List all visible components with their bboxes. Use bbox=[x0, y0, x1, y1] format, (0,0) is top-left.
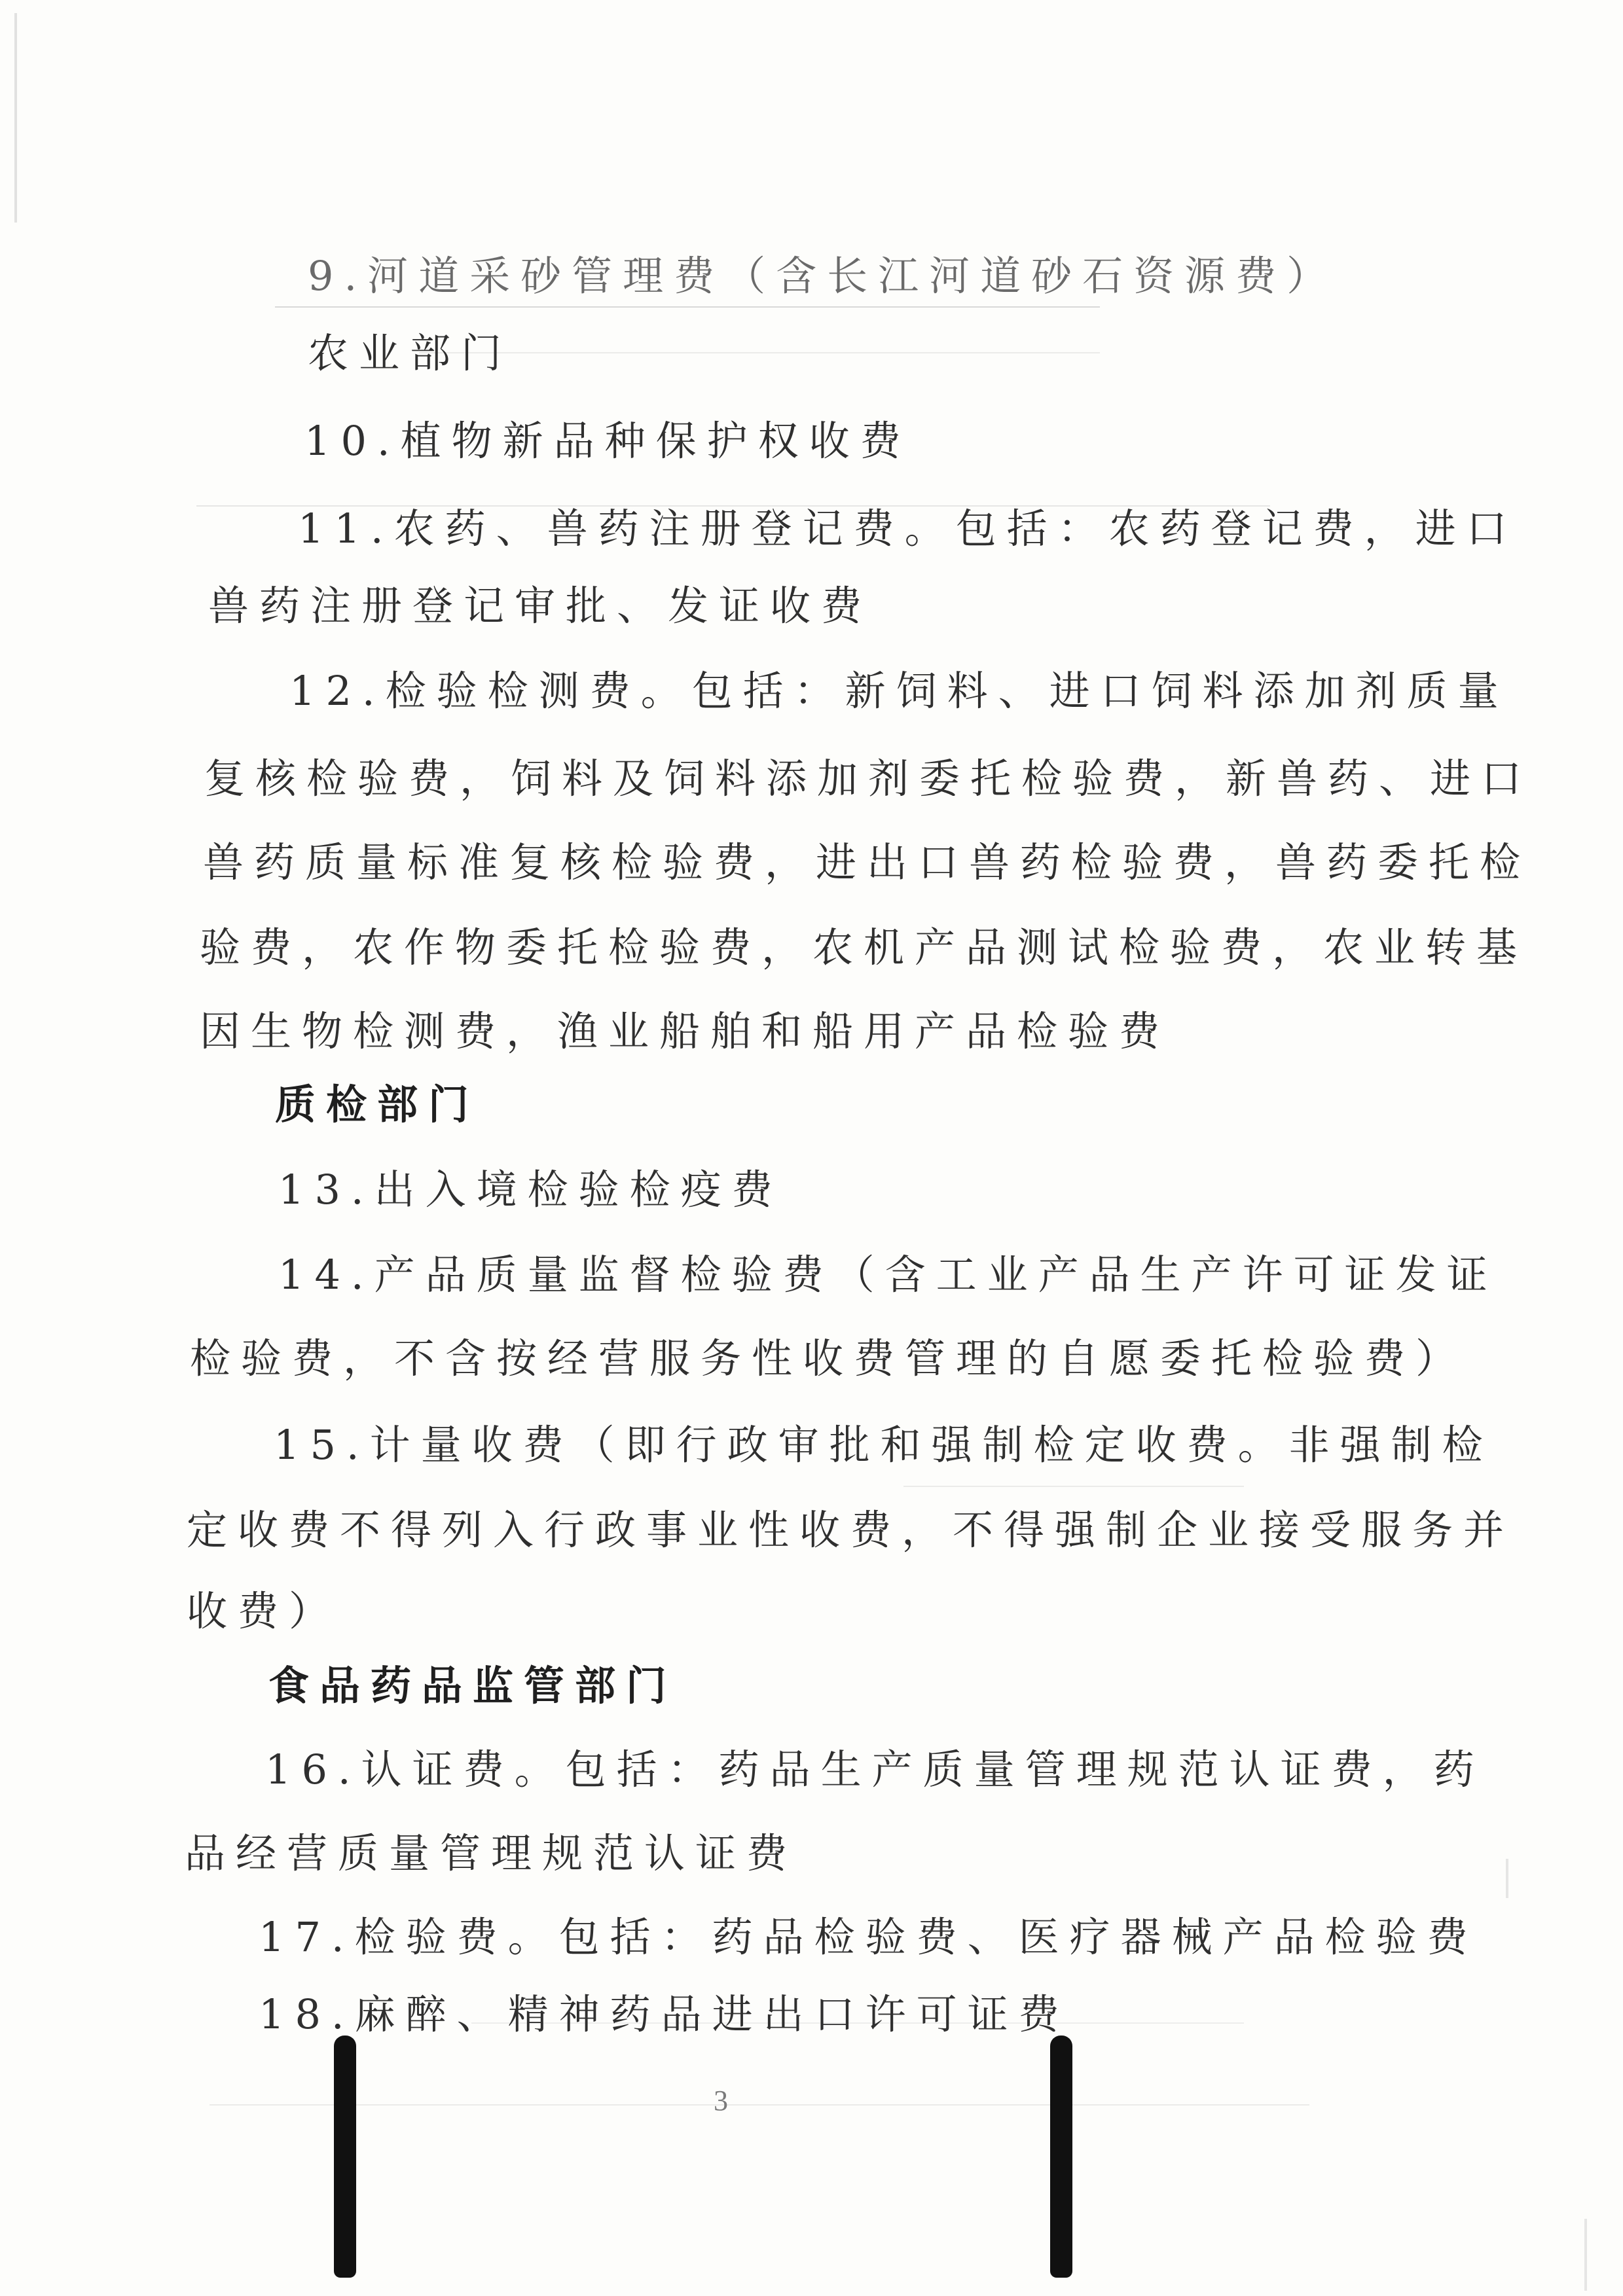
text-line: 15.计量收费（即行政审批和强制检定收费。非强制检 bbox=[274, 1421, 1493, 1469]
text-line: 13.出入境检验检疫费 bbox=[278, 1166, 783, 1213]
text-line: 14.产品质量监督检验费（含工业产品生产许可证发证 bbox=[278, 1251, 1498, 1299]
section-heading: 质检部门 bbox=[275, 1081, 480, 1128]
text-line: 复核检验费，饲料及饲料添加剂委托检验费，新兽药、进口 bbox=[204, 755, 1533, 802]
text-line: 16.认证费。包括：药品生产质量管理规范认证费，药 bbox=[265, 1746, 1485, 1793]
scan-line bbox=[419, 352, 1100, 353]
text-line: 17.检验费。包括：药品检验费、医疗器械产品检验费 bbox=[259, 1913, 1478, 1961]
text-line: 18.麻醉、精神药品进出口许可证费 bbox=[259, 1990, 1070, 2038]
text-line: 兽药质量标准复核检验费，进出口兽药检验费，兽药委托检 bbox=[203, 838, 1531, 886]
section-heading: 农业部门 bbox=[308, 329, 513, 377]
binding-hole-right bbox=[1050, 2036, 1072, 2278]
edge-mark bbox=[1584, 2219, 1587, 2291]
text-line: 11.农药、兽药注册登记费。包括：农药登记费，进口 bbox=[298, 505, 1518, 552]
text-line: 10.植物新品种保护权收费 bbox=[304, 417, 911, 465]
text-line: 兽药注册登记审批、发证收费 bbox=[208, 582, 873, 630]
text-line: 9.河道采砂管理费（含长江河道砂石资源费） bbox=[308, 252, 1338, 300]
page-number: 3 bbox=[714, 2085, 728, 2117]
text-line: 12.检验检测费。包括：新饲料、进口饲料添加剂质量 bbox=[289, 667, 1509, 715]
text-line: 品经营质量管理规范认证费 bbox=[185, 1829, 798, 1877]
scan-line bbox=[210, 2104, 1309, 2106]
binding-hole-left bbox=[334, 2036, 356, 2278]
scan-line bbox=[275, 306, 1100, 308]
text-line: 验费，农作物委托检验费，农机产品测试检验费，农业转基 bbox=[200, 924, 1528, 971]
text-line: 收费） bbox=[187, 1587, 340, 1635]
edge-mark bbox=[1506, 1859, 1508, 1898]
edge-mark bbox=[14, 13, 17, 223]
text-line: 检验费，不含按经营服务性收费管理的自愿委托检验费） bbox=[190, 1335, 1467, 1382]
scan-line bbox=[903, 1486, 1244, 1487]
text-line: 因生物检测费，渔业船舶和船用产品检验费 bbox=[200, 1007, 1171, 1055]
section-heading: 食品药品监管部门 bbox=[268, 1662, 678, 1710]
text-line: 定收费不得列入行政事业性收费，不得强制企业接受服务并 bbox=[187, 1506, 1515, 1554]
